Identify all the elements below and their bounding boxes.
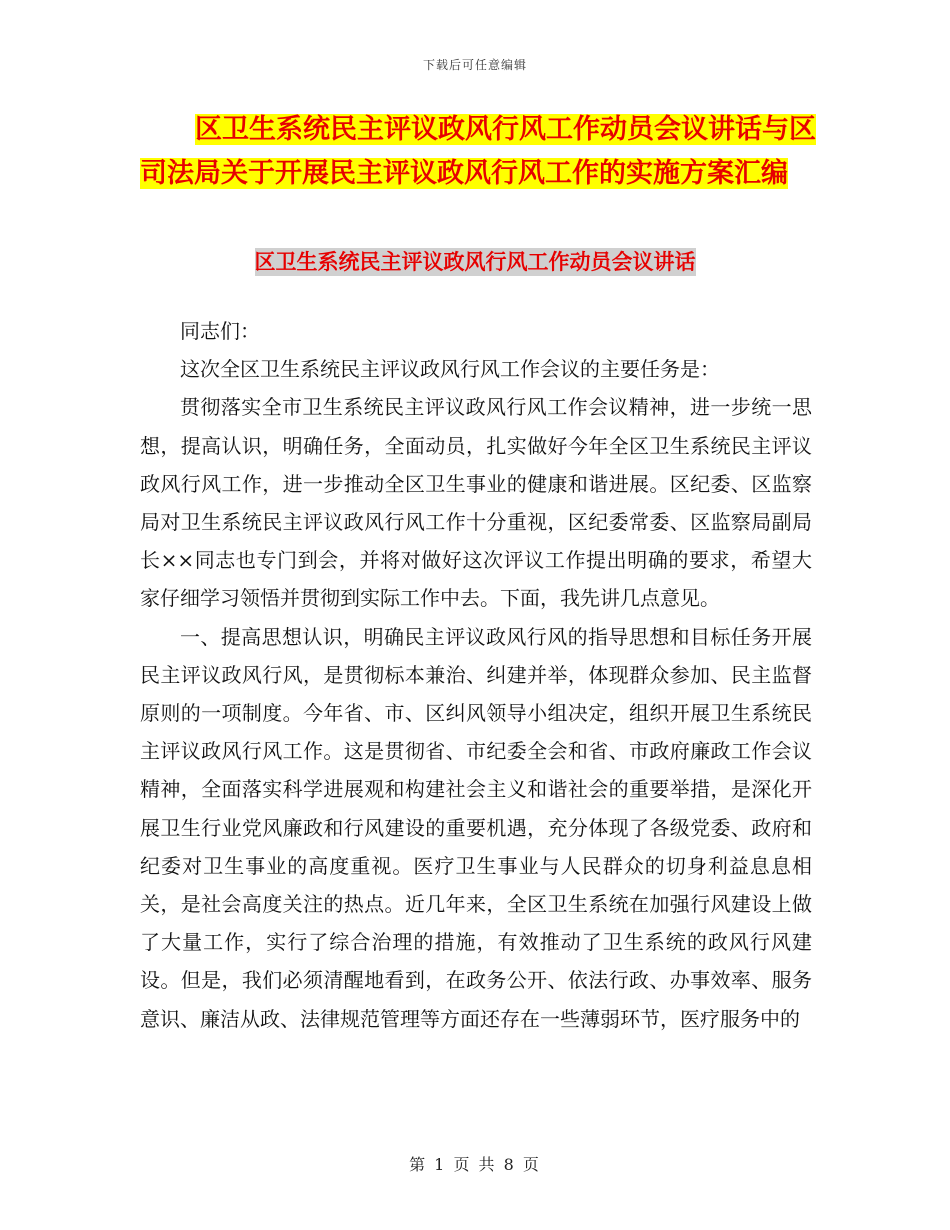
paragraph-salutation: 同志们：: [180, 319, 260, 343]
paragraph-task: 这次全区卫生系统民主评议政风行风工作会议的主要任务是：: [180, 357, 720, 382]
main-title-line-1: [140, 108, 820, 152]
main-title-line-1-text: 区卫生系统民主评议政风行风工作动员会议讲话与区: [195, 114, 816, 145]
body-text: [140, 312, 812, 1038]
paragraph-implementation: 贯彻落实全市卫生系统民主评议政风行风工作会议精神，进一步统一思想，提高认识，明确任务，全面动员，扎实做好今年全区卫生系统民主评议政风行风工作，进一步推动全区卫生事业的健康和谐进展。区纪委、区监察局对卫生系统民主评议政风行风工作十分重视，区纪委常委、区监察局副局长××同志也专门到会，并将对做好这次评议工作提出明确的要求，希望大家仔细学习领悟并贯彻到实际工作中去。下面，我先讲几点意见。: [140, 395, 812, 611]
paragraph-section-one: 一、提高思想认识，明确民主评议政风行风的指导思想和目标任务开展民主评议政风行风，是贯彻标本兼治、纠建并举，体现群众参加、民主监督原则的一项制度。今年省、市、区纠风领导小组决定，组织开展卫生系统民主评议政风行风工作。这是贯彻省、市纪委全会和省、市政府廉政工作会议精神，全面落实科学进展观和构建社会主义和谐社会的重要举措，是深化开展卫生行业党风廉政和行风建设的重要机遇，充分体现了各级党委、政府和纪委对卫生事业的高度重视。医疗卫生事业与人民群众的切身利益息息相关，是社会高度关注的热点。近几年来，全区卫生系统在加强行风建设上做了大量工作，实行了综合治理的措施，有效推动了卫生系统的政风行风建设。但是，我们必须清醒地看到，在政务公开、依法行政、办事效率、服务意识、廉洁从政、法律规范管理等方面还存在一些薄弱环节，医疗服务中的: [140, 624, 812, 1031]
page-footer: 第 1 页 共 8 页: [409, 1155, 541, 1174]
header-note: 下载后可任意编辑: [422, 58, 527, 72]
section-subtitle-text: 区卫生系统民主评议政风行风工作动员会议讲话: [254, 250, 696, 274]
section-subtitle: [0, 244, 950, 280]
main-title-line-2: [140, 152, 820, 196]
main-title-line-2-text: 司法局关于开展民主评议政风行风工作的实施方案汇编: [140, 158, 788, 189]
